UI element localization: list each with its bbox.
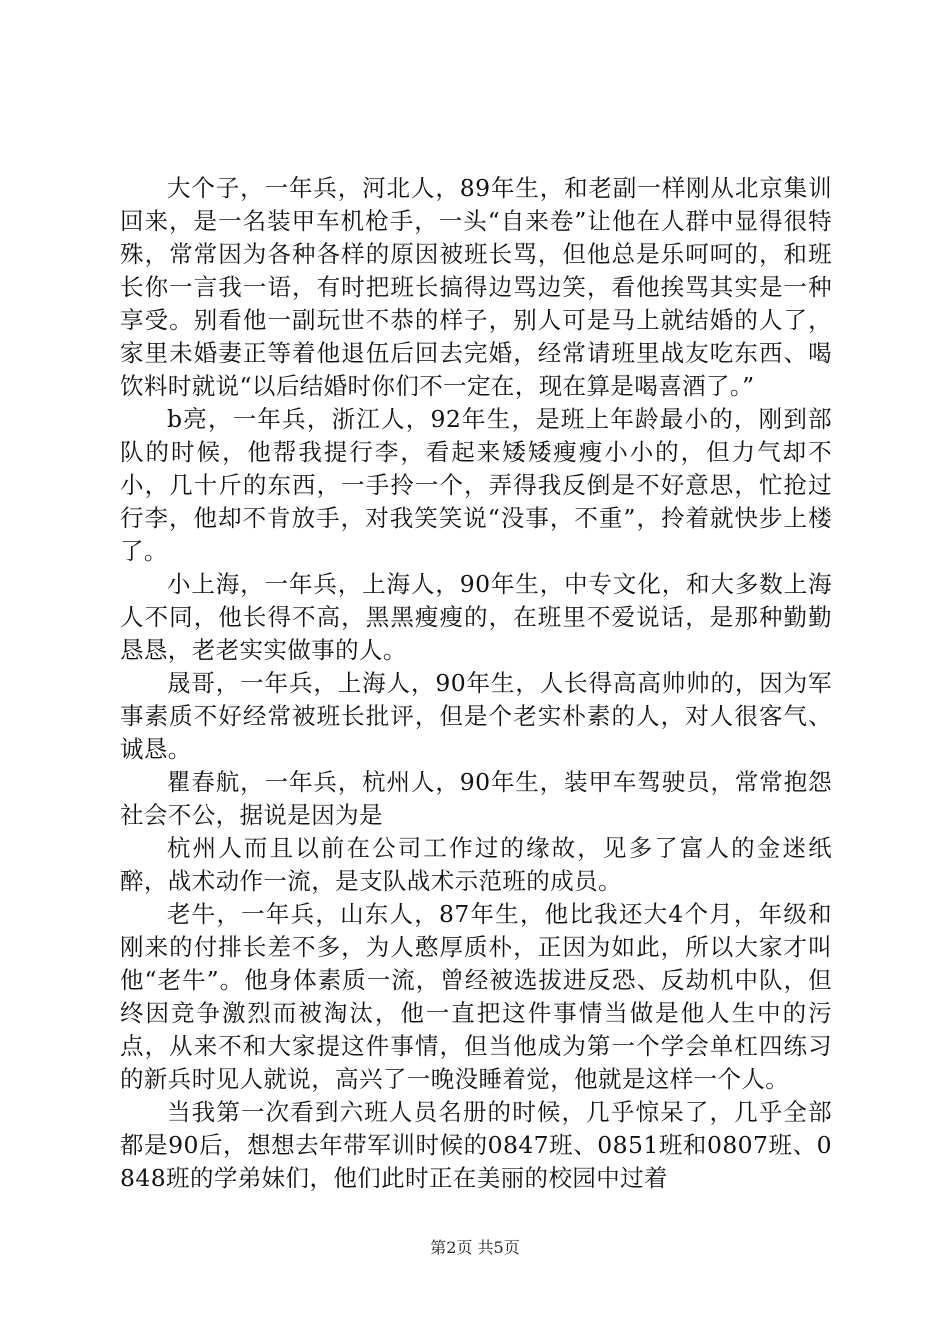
- page-number-footer: 第2页 共5页: [430, 1238, 520, 1257]
- paragraph-sheng-ge: 晟哥，一年兵，上海人，90年生，人长得高高帅帅的，因为军事素质不好经常被班长批评，但是个老实朴素的人，对人很客气、诚恳。: [120, 669, 832, 763]
- paragraph-qu-chunhang-continued: 杭州人而且以前在公司工作过的缘故，见多了富人的金迷纸醉，战术动作一流，是支队战术示范班的成员。: [120, 834, 832, 895]
- paragraph-b-liang: b亮，一年兵，浙江人，92年生，是班上年龄最小的，刚到部队的时候，他帮我提行李，看起来矮矮瘦瘦小小的，但力气却不小，几十斤的东西，一手拎一个，弄得我反倒是不好意思，忙抢过行李，他却不肯放手，对我笑笑说“没事，不重”，拎着就快步上楼了。: [120, 405, 832, 565]
- paragraph-little-shanghai: 小上海，一年兵，上海人，90年生，中专文化，和大多数上海人不同，他长得不高，黑黑瘦瘦的，在班里不爱说话，是那种勤勤恳恳，老老实实做事的人。: [120, 570, 832, 664]
- paragraph-big-guy: 大个子，一年兵，河北人，89年生，和老副一样刚从北京集训回来，是一名装甲车机枪手，一头“自来卷”让他在人群中显得很特殊，常常因为各种各样的原因被班长骂，但他总是乐呵呵的，和班长你一言我一语，有时把班长搞得边骂边笑，看他挨骂其实是一种享受。别看他一副玩世不恭的样子，别人可是马上就结婚的人了，家里未婚妻正等着他退伍后回去完婚，经常请班里战友吃东西、喝饮料时就说“以后结婚时你们不一定在，现在算是喝喜酒了。”: [120, 174, 832, 400]
- paragraph-qu-chunhang: 瞿春航，一年兵，杭州人，90年生，装甲车驾驶员，常常抱怨社会不公，据说是因为是: [120, 768, 832, 829]
- paragraph-lao-niu: 老牛，一年兵，山东人，87年生，他比我还大4个月，年级和刚来的付排长差不多，为人憨厚质朴，正因为如此，所以大家才叫他“老牛”。他身体素质一流，曾经被选拔进反恐、反劫机中队，但终因竞争激烈而被淘汰，他一直把这件事情当做是他人生中的污点，从来不和大家提这件事情，但当他成为第一个学会单杠四练习的新兵时见人就说，高兴了一晚没睡着觉，他就是这样一个人。: [120, 900, 832, 1093]
- paragraph-roster: 当我第一次看到六班人员名册的时候，几乎惊呆了，几乎全部都是90后，想想去年带军训时候的0847班、0851班和0807班、0848班的学弟妹们，他们此时正在美丽的校园中过着: [120, 1098, 832, 1192]
- body-text: [120, 172, 832, 1195]
